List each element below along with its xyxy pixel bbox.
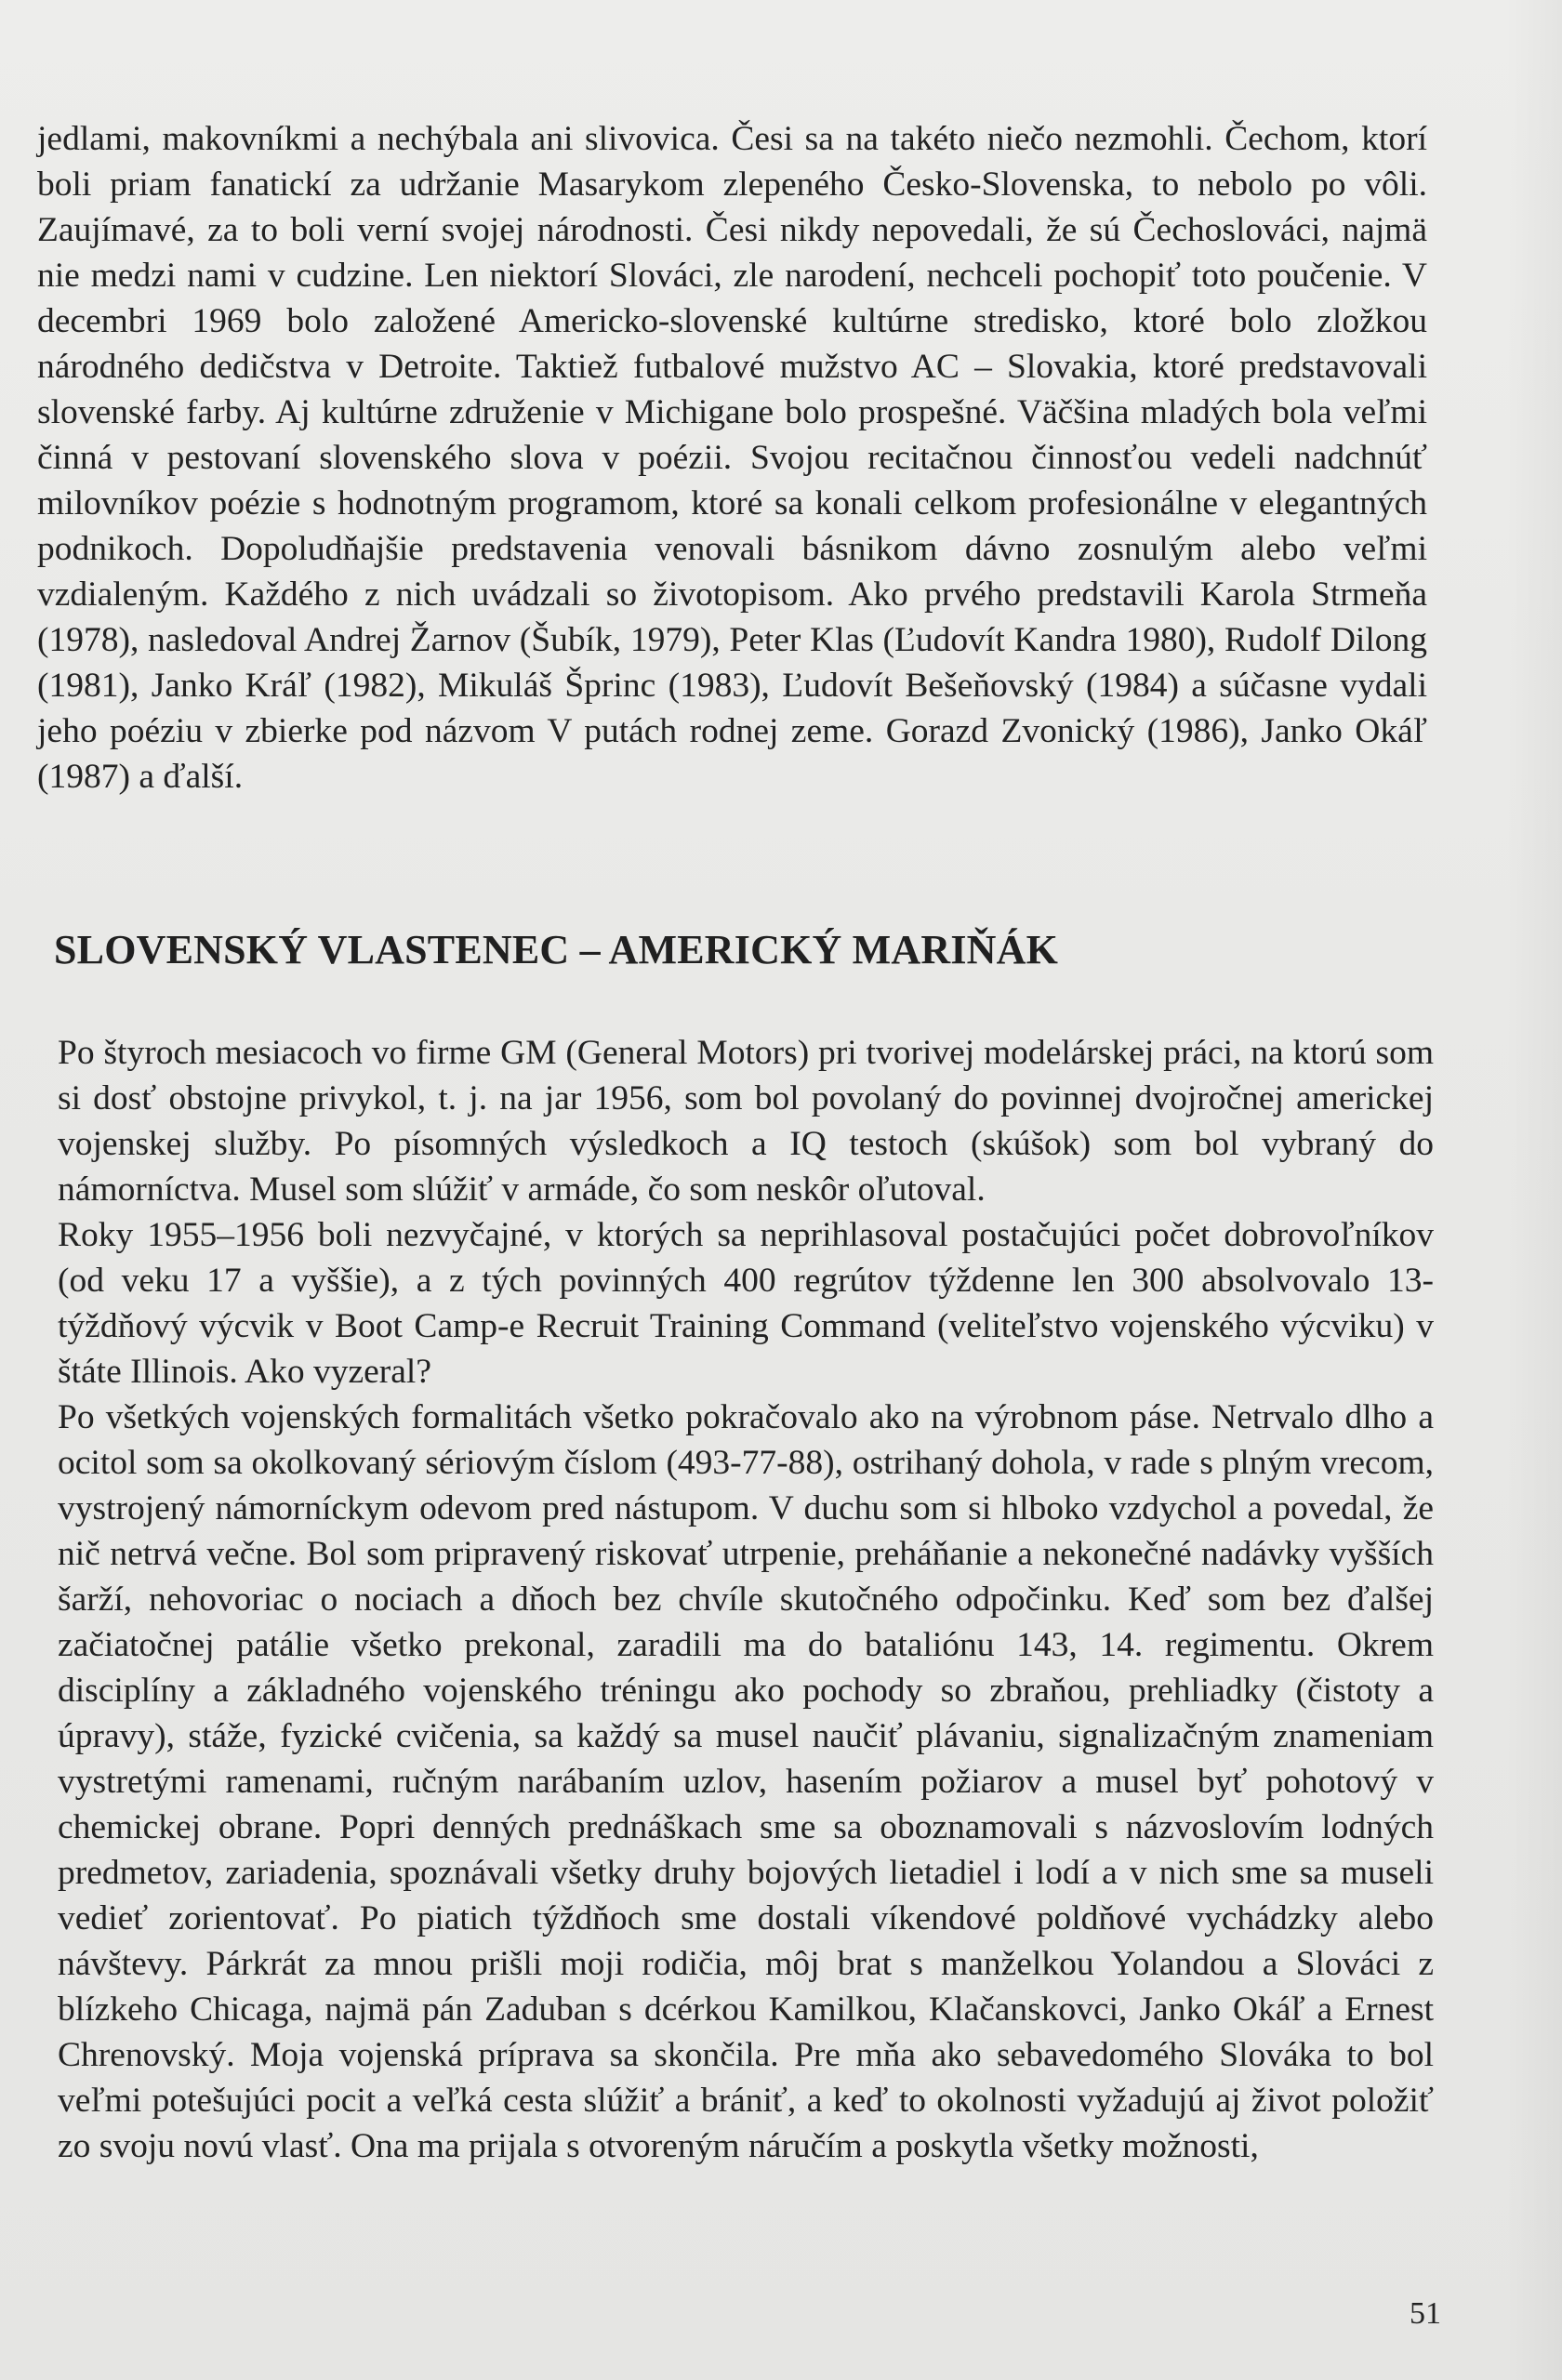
section-paragraph-3: Po všetkých vojenských formalitách všetko pokračovalo ako na výrobnom páse. Netrvalo dlho a ocitol som sa okolkovaný sériovým číslom (493-77-88), ostrihaný dohola, v rade s plným vrecom, vystrojený námorníckym odevom pred nástupom. V duchu som si hlboko vzdychol a povedal, že nič netrvá večne. Bol som pripravený riskovať utrpenie, preháňanie a nekonečné nadávky vyšších šarží, nehovoriac o nociach a dňoch bez chvíle skutočného odpočinku. Keď som bez ďalšej začiatočnej patálie všetko prekonal, zaradili ma do bataliónu 143, 14. regimentu. Okrem disciplíny a základného vojenského tréningu ako pochody so zbraňou, prehliadky (čistoty a úpravy), stáže, fyzické cvičenia, sa každý sa musel naučiť plávaniu, signalizačným znameniam vystretými ramenami, ručným narábaním uzlov, hasením požiarov a musel byť pohotový v chemickej obrane. Popri denných prednáškach sme sa oboznamovali s názvoslovím lodných predmetov, zariadenia, spoznávali všetky druhy bojových lietadiel i lodí a v nich sme sa museli vedieť zorientovať. Po piatich týždňoch sme dostali víkendové poldňové vychádzky alebo návštevy. Párkrát za mnou prišli moji rodičia, môj brat s manželkou Yolandou a Slováci z blízkeho Chicaga, najmä pán Zaduban s dcérkou Kamilkou, Klačanskovci, Janko Okáľ a Ernest Chrenovský. Moja vojenská príprava sa skončila. Pre mňa ako sebavedomého Slováka to bol veľmi potešujúci pocit a veľká cesta slúžiť a brániť, a keď to okolnosti vyžadujú aj život položiť zo svoju novú vlasť. Ona ma prijala s otvoreným náručím a poskytla všetky možnosti, (58, 1398, 1434, 2165)
page-number: 51 (1410, 2296, 1441, 2331)
section-heading: SLOVENSKÝ VLASTENEC – AMERICKÝ MARIŇÁK (54, 927, 1059, 972)
opening-paragraph: jedlami, makovníkmi a nechýbala ani slivovica. Česi sa na takéto niečo nezmohli. Čechom, ktorí boli priam fanatickí za udržanie Masarykom zlepeného Česko-Slovenska, to nebolo po vôli. Zaujímavé, za to boli verní svojej národnosti. Česi nikdy nepovedali, že sú Čechoslováci, najmä nie medzi nami v cudzine. Len niektorí Slováci, zle narodení, nechceli pochopiť toto poučenie. V decembri 1969 bolo založené Americko-slovenské kultúrne stredisko, ktoré bolo zložkou národného dedičstva v Detroite. Taktiež futbalové mužstvo AC – Slovakia, ktoré predstavovali slovenské farby. Aj kultúrne združenie v Michigane bolo prospešné. Väčšina mladých bola veľmi činná v pestovaní slovenského slova v poézii. Svojou recitačnou činnosťou vedeli nadchnúť milovníkov poézie s hodnotným programom, ktoré sa konali celkom profesionálne v elegantných podnikoch. Dopoludňajšie predstavenia venovali básnikom dávno zosnulým alebo veľmi vzdialeným. Každého z nich uvádzali so životopisom. Ako prvého predstavili Karola Strmeňa (1978), nasledoval Andrej Žarnov (Šubík, 1979), Peter Klas (Ľudovít Kandra 1980), Rudolf Dilong (1981), Janko Kráľ (1982), Mikuláš Šprinc (1983), Ľudovít Bešeňovský (1984) a súčasne vydali jeho poéziu v zbierke pod názvom V putách rodnej zeme. Gorazd Zvonický (1986), Janko Okáľ (1987) a ďalší. (37, 120, 1427, 796)
section-body (58, 1030, 1434, 2169)
page-edge-shadow (1506, 0, 1562, 2380)
opening-text-block (37, 116, 1427, 800)
section-paragraph-2: Roky 1955–1956 boli nezvyčajné, v ktorých sa neprihlasoval postačujúci počet dobrovoľníkov (od veku 17 a vyššie), a z tých povinných 400 regrútov týždenne len 300 absolvovalo 13-týždňový výcvik v Boot Camp-e Recruit Training Command (veliteľstvo vojenského výcviku) v štáte Illinois. Ako vyzeral? (58, 1216, 1434, 1391)
section-paragraph-1: Po štyroch mesiacoch vo firme GM (General Motors) pri tvorivej modelárskej práci, na ktorú som si dosť obstojne privykol, t. j. na jar 1956, som bol povolaný do povinnej dvojročnej americkej vojenskej služby. Po písomných výsledkoch a IQ testoch (skúšok) som bol vybraný do námorníctva. Musel som slúžiť v armáde, čo som neskôr oľutoval. (58, 1034, 1434, 1209)
